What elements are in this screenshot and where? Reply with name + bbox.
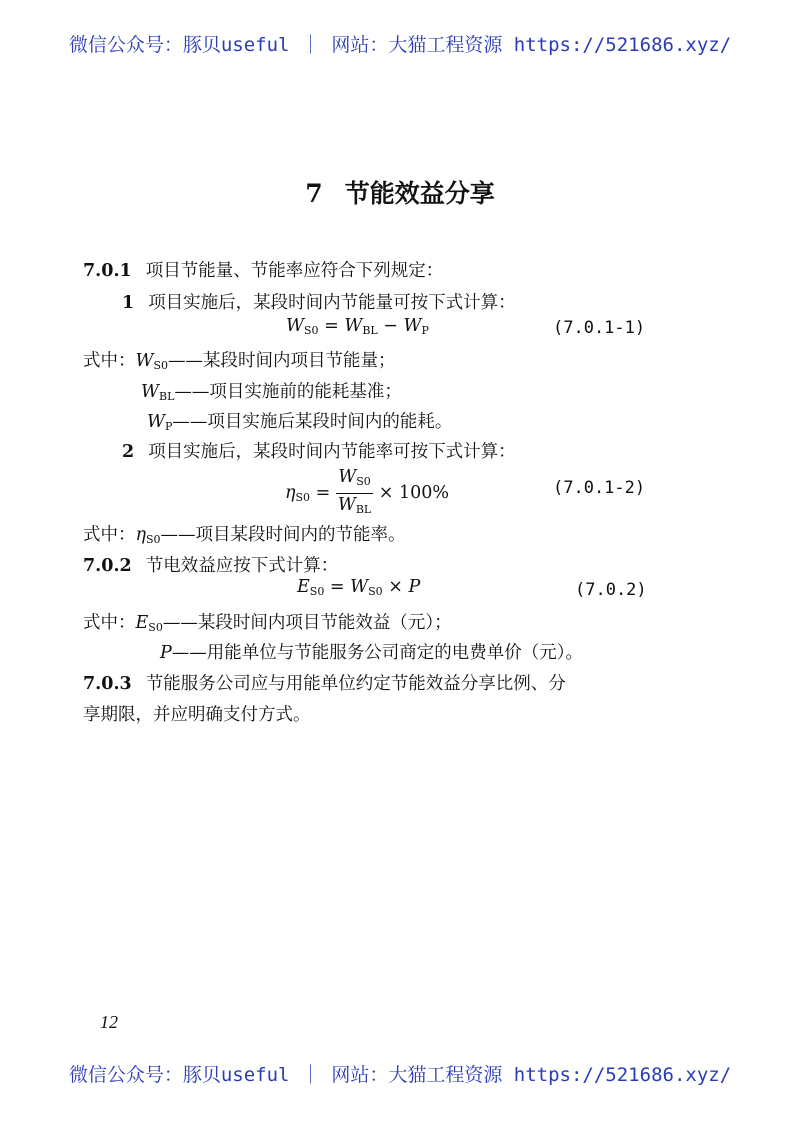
var-subscript: S0 (148, 621, 163, 634)
clause-number: 7.0.3 (83, 674, 132, 694)
eq-symbol: P (408, 577, 421, 597)
eq-subscript: S0 (309, 585, 325, 598)
clause-text: 节能服务公司应与用能单位约定节能效益分享比例、分 (145, 674, 566, 694)
eq-operator: × (382, 577, 409, 597)
var-definition: ——某段时间内项目节能效益（元）； (162, 613, 452, 633)
eq-operator: − (377, 316, 404, 336)
eq-subscript: S0 (356, 475, 371, 488)
fraction-numerator (336, 466, 373, 494)
clause-text: 节电效益应按下式计算： (145, 556, 339, 576)
clause-7-0-3-continued: 享期限，并应明确支付方式。 (83, 705, 311, 725)
eq-subscript: P (421, 324, 429, 337)
item-2 (122, 438, 516, 463)
equation-number: (7.0.1-1) (553, 318, 646, 338)
eq-symbol: W (286, 316, 304, 336)
eq-subscript: S0 (368, 585, 383, 598)
where-line (83, 347, 396, 372)
where-line (83, 521, 406, 546)
section-title-text: 节能效益分享 (344, 179, 495, 208)
fraction-denominator (336, 494, 373, 521)
fraction (336, 466, 373, 521)
equation-7-0-1-2 (285, 466, 449, 521)
item-number: 2 (122, 442, 135, 462)
clause-7-0-2 (83, 552, 338, 577)
watermark-top: 微信公众号：豚贝useful ｜ 网站：大猫工程资源 https://521686.xyz/ (68, 34, 732, 56)
eq-symbol: W (344, 316, 363, 336)
eq-symbol: η (285, 483, 296, 503)
section-title (0, 174, 800, 210)
var-subscript: S0 (153, 359, 169, 372)
eq-operator: × 100% (373, 483, 450, 503)
eq-symbol: E (297, 577, 310, 597)
equation-7-0-2 (297, 577, 420, 598)
var-definition: ——用能单位与节能服务公司商定的电费单价（元）。 (171, 643, 584, 663)
section-number: 7 (305, 179, 323, 208)
clause-7-0-3 (83, 670, 566, 695)
eq-subscript: BL (355, 503, 372, 516)
var-symbol: W (147, 412, 165, 432)
eq-operator: = (310, 483, 336, 503)
var-subscript: BL (159, 390, 175, 403)
var-subscript: S0 (146, 533, 161, 546)
var-symbol: W (141, 382, 159, 402)
var-definition: ——项目实施前的能耗基准； (174, 382, 402, 402)
clause-7-0-1 (83, 257, 443, 282)
eq-subscript: S0 (295, 491, 311, 504)
where-line (83, 609, 452, 634)
var-symbol: P (160, 643, 172, 663)
where-line (160, 639, 583, 664)
clause-number: 7.0.1 (83, 261, 132, 281)
clause-text: 项目节能量、节能率应符合下列规定： (145, 261, 444, 281)
where-prefix: 式中： (83, 351, 136, 371)
item-text: 项目实施后，某段时间内节能率可按下式计算： (148, 442, 516, 462)
watermark-bottom: 微信公众号：豚贝useful ｜ 网站：大猫工程资源 https://521686.xyz/ (68, 1064, 732, 1086)
eq-symbol: W (338, 467, 357, 487)
var-definition: ——项目实施后某段时间内的能耗。 (172, 412, 453, 432)
item-number: 1 (122, 293, 135, 313)
where-line (147, 408, 452, 433)
eq-operator: = (318, 316, 345, 336)
eq-subscript: BL (362, 324, 378, 337)
eq-symbol: W (337, 495, 356, 515)
eq-symbol: W (403, 316, 422, 336)
var-symbol: η (135, 525, 146, 545)
item-text: 项目实施后，某段时间内节能量可按下式计算： (148, 293, 516, 313)
page-number: 12 (100, 1012, 118, 1032)
clause-number: 7.0.2 (83, 556, 132, 576)
equation-number: (7.0.2) (575, 580, 647, 600)
equation-7-0-1-1 (286, 316, 429, 337)
var-definition: ——某段时间内项目节能量； (168, 351, 396, 371)
eq-symbol: W (350, 577, 369, 597)
eq-operator: = (324, 577, 351, 597)
var-symbol: E (135, 613, 149, 633)
equation-number: (7.0.1-2) (553, 478, 646, 498)
var-definition: ——项目某段时间内的节能率。 (160, 525, 406, 545)
var-subscript: P (165, 420, 173, 433)
where-prefix: 式中： (83, 525, 136, 545)
eq-subscript: S0 (304, 324, 319, 337)
var-symbol: W (135, 351, 154, 371)
item-1 (122, 289, 516, 314)
where-prefix: 式中： (83, 613, 136, 633)
where-line (141, 378, 402, 403)
